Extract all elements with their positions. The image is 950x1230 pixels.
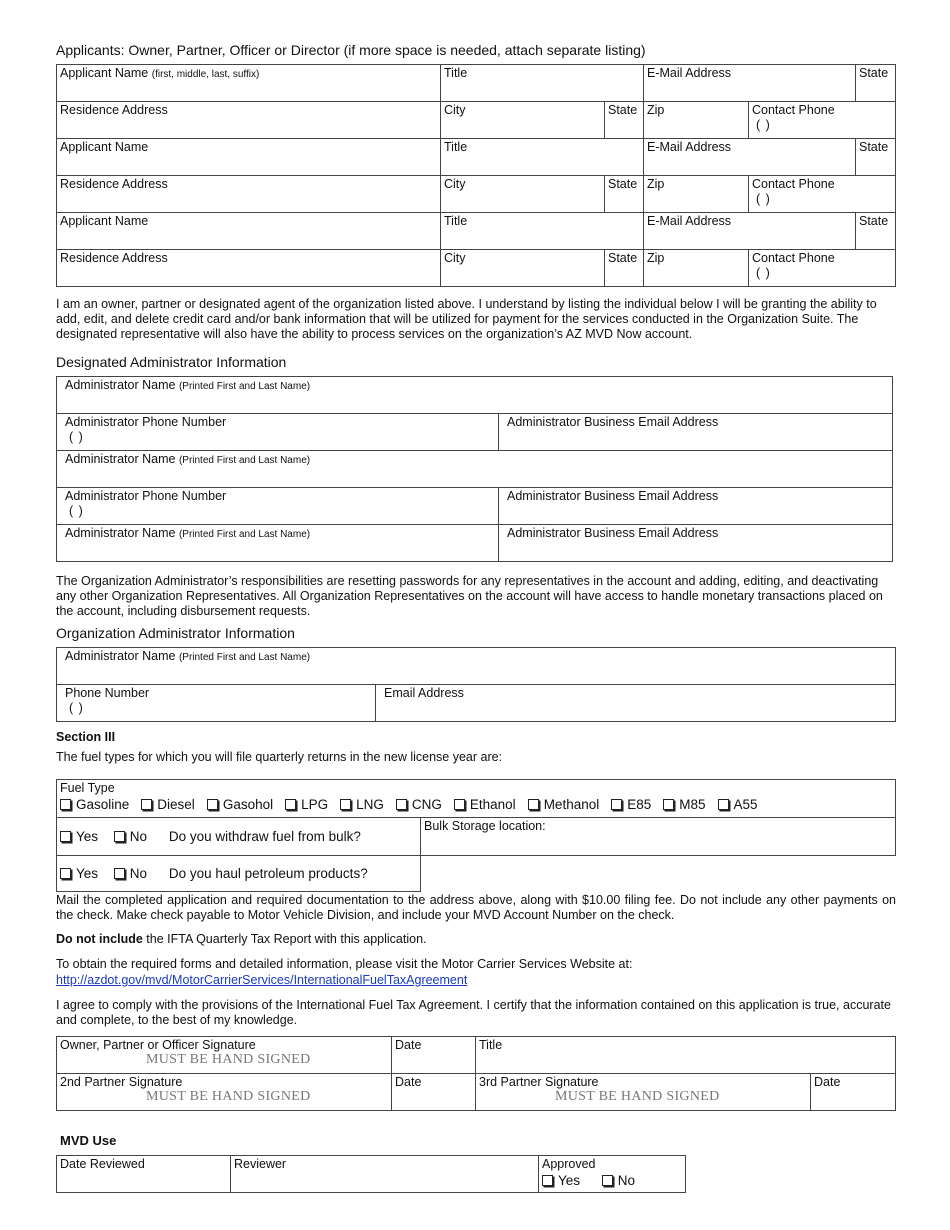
signature-date-field[interactable]: Date xyxy=(392,1037,476,1074)
org-admin-heading: Organization Administrator Information xyxy=(56,625,295,641)
approved-field: Approved Yes No xyxy=(539,1156,686,1193)
residence-state-field[interactable]: State xyxy=(605,250,644,287)
hand-signed-note: MUST BE HAND SIGNED xyxy=(555,1089,720,1104)
checkbox-icon xyxy=(454,799,465,810)
applicant-email-field[interactable]: E-Mail Address xyxy=(644,213,856,250)
owner-signature-field[interactable]: Owner, Partner or Officer Signature MUST BE HAND SIGNED xyxy=(57,1037,392,1074)
fuel-type-label: Fuel Type xyxy=(60,781,115,795)
contact-phone-field[interactable]: Contact Phone ( ) xyxy=(749,176,896,213)
fuel-checkbox-diesel[interactable]: Diesel xyxy=(141,797,195,812)
bulk-no-checkbox[interactable]: No xyxy=(114,829,147,844)
mvd-use-table xyxy=(56,1155,686,1193)
bulk-yes-checkbox[interactable]: Yes xyxy=(60,829,98,844)
designated-admin-heading: Designated Administrator Information xyxy=(56,354,287,370)
fuel-checkbox-lng[interactable]: LNG xyxy=(340,797,384,812)
fuel-type-field xyxy=(57,780,896,818)
checkbox-icon xyxy=(340,799,351,810)
fuel-checkbox-lpg[interactable]: LPG xyxy=(285,797,328,812)
applicant-state-field[interactable]: State xyxy=(856,65,896,102)
residence-state-field[interactable]: State xyxy=(605,176,644,213)
agent-statement: I am an owner, partner or designated agent of the organization listed above. I understand by listing the individual below I will be granting the ability to add, edit, and delete credit card and/or bank information that will be utilized for payment for the services conducted in the Organization Suite. The designated representative will also have the ability to process services on the organization’s AZ MVD Now account. xyxy=(56,297,877,341)
applicant-title-field[interactable]: Title xyxy=(441,65,644,102)
reviewer-field[interactable]: Reviewer xyxy=(231,1156,539,1193)
applicant-title-field[interactable]: Title xyxy=(441,213,644,250)
org-admin-phone-field[interactable]: Phone Number ( ) xyxy=(57,685,376,722)
city-field[interactable]: City xyxy=(441,176,605,213)
applicant-name-field[interactable]: Applicant Name (first, middle, last, suffix) xyxy=(57,65,441,102)
zip-field[interactable]: Zip xyxy=(644,176,749,213)
agreement-statement: I agree to comply with the provisions of the International Fuel Tax Agreement. I certify that the information contained on this application is true, accurate and complete, to the best of my knowledge. xyxy=(56,998,891,1027)
admin-email-field[interactable]: Administrator Business Email Address xyxy=(499,488,893,525)
applicant-email-field[interactable]: E-Mail Address xyxy=(644,65,856,102)
applicant-state-field[interactable]: State xyxy=(856,213,896,250)
section-3-title: Section III xyxy=(56,730,116,744)
forms-info: To obtain the required forms and detailed information, please visit the Motor Carrier Services Website at: xyxy=(56,957,633,971)
applicant-name-field[interactable]: Applicant Name xyxy=(57,139,441,176)
forms-link[interactable]: http://azdot.gov/mvd/MotorCarrierServices/InternationalFuelTaxAgreement xyxy=(56,973,468,987)
checkbox-icon xyxy=(663,799,674,810)
checkbox-icon xyxy=(542,1175,553,1186)
residence-address-field[interactable]: Residence Address xyxy=(57,102,441,139)
checkbox-icon xyxy=(60,868,71,879)
fuel-checkbox-ethanol[interactable]: Ethanol xyxy=(454,797,516,812)
empty-cell xyxy=(421,856,896,892)
org-admin-email-field[interactable]: Email Address xyxy=(376,685,896,722)
bulk-question: Do you withdraw fuel from bulk? xyxy=(168,829,361,844)
contact-phone-field[interactable]: Contact Phone ( ) xyxy=(749,102,896,139)
zip-field[interactable]: Zip xyxy=(644,250,749,287)
mail-instructions: Mail the completed application and required documentation to the address above, along with $10.00 filing fee. Do not include any other payments on the check. Make check payable to Motor Vehicle Division, and include your MVD Account Number on the check. xyxy=(56,893,896,922)
zip-field[interactable]: Zip xyxy=(644,102,749,139)
checkbox-icon xyxy=(602,1175,613,1186)
applicant-state-field[interactable]: State xyxy=(856,139,896,176)
checkbox-icon xyxy=(114,868,125,879)
fuel-table xyxy=(56,779,896,892)
fuel-checkbox-m85[interactable]: M85 xyxy=(663,797,705,812)
signature-title-field[interactable]: Title xyxy=(476,1037,896,1074)
admin-email-field[interactable]: Administrator Business Email Address xyxy=(499,525,893,562)
checkbox-icon xyxy=(141,799,152,810)
fuel-type-options xyxy=(60,797,892,812)
city-field[interactable]: City xyxy=(441,250,605,287)
hand-signed-note: MUST BE HAND SIGNED xyxy=(146,1052,311,1067)
mvd-use-heading: MVD Use xyxy=(60,1133,117,1148)
applicant-email-field[interactable]: E-Mail Address xyxy=(644,139,856,176)
applicants-table xyxy=(56,64,896,287)
fuel-checkbox-methanol[interactable]: Methanol xyxy=(528,797,600,812)
partner3-signature-field[interactable]: 3rd Partner Signature MUST BE HAND SIGNED xyxy=(476,1074,811,1111)
fuel-checkbox-cng[interactable]: CNG xyxy=(396,797,442,812)
checkbox-icon xyxy=(528,799,539,810)
checkbox-icon xyxy=(114,831,125,842)
checkbox-icon xyxy=(60,831,71,842)
fuel-checkbox-gasoline[interactable]: Gasoline xyxy=(60,797,129,812)
haul-yes-checkbox[interactable]: Yes xyxy=(60,866,98,881)
checkbox-icon xyxy=(207,799,218,810)
haul-question: Do you haul petroleum products? xyxy=(168,866,368,881)
applicants-heading: Applicants: Owner, Partner, Officer or Director (if more space is needed, attach separate listing) xyxy=(56,42,646,58)
admin-name-field[interactable]: Administrator Name (Printed First and Last Name) xyxy=(57,525,499,562)
hand-signed-note: MUST BE HAND SIGNED xyxy=(146,1089,311,1104)
residence-address-field[interactable]: Residence Address xyxy=(57,250,441,287)
checkbox-icon xyxy=(718,799,729,810)
residence-address-field[interactable]: Residence Address xyxy=(57,176,441,213)
approved-yes-checkbox[interactable]: Yes xyxy=(542,1173,580,1188)
checkbox-icon xyxy=(611,799,622,810)
applicant-title-field[interactable]: Title xyxy=(441,139,644,176)
haul-no-checkbox[interactable]: No xyxy=(114,866,147,881)
signature-date-field[interactable]: Date xyxy=(392,1074,476,1111)
residence-state-field[interactable]: State xyxy=(605,102,644,139)
fuel-checkbox-gasohol[interactable]: Gasohol xyxy=(207,797,273,812)
partner2-signature-field[interactable]: 2nd Partner Signature MUST BE HAND SIGNED xyxy=(57,1074,392,1111)
designated-admin-table xyxy=(56,376,893,562)
admin-phone-field[interactable]: Administrator Phone Number ( ) xyxy=(57,414,499,451)
fuel-checkbox-a55[interactable]: A55 xyxy=(718,797,758,812)
org-admin-table xyxy=(56,647,896,722)
do-not-include-note: Do not include the IFTA Quarterly Tax Report with this application. xyxy=(56,932,427,946)
date-reviewed-field[interactable]: Date Reviewed xyxy=(57,1156,231,1193)
contact-phone-field[interactable]: Contact Phone ( ) xyxy=(749,250,896,287)
applicant-name-field[interactable]: Applicant Name xyxy=(57,213,441,250)
org-admin-statement: The Organization Administrator’s responsibilities are resetting passwords for any representatives in the account and adding, editing, and deactivating any other Organization Representatives. All Organization Representatives on the account will have access to handle monetary transactions placed on the account, including disbursement requests. xyxy=(56,574,883,618)
section-3-intro: The fuel types for which you will file quarterly returns in the new license year are: xyxy=(56,750,503,764)
fuel-checkbox-e85[interactable]: E85 xyxy=(611,797,651,812)
org-admin-name-field[interactable]: Administrator Name (Printed First and Last Name) xyxy=(57,648,896,685)
admin-phone-field[interactable]: Administrator Phone Number ( ) xyxy=(57,488,499,525)
bulk-question-row xyxy=(57,818,421,856)
bulk-storage-location-field[interactable]: Bulk Storage location: xyxy=(421,818,896,856)
approved-no-checkbox[interactable]: No xyxy=(602,1173,635,1188)
admin-name-field[interactable]: Administrator Name (Printed First and Last Name) xyxy=(57,451,893,488)
admin-name-field[interactable]: Administrator Name (Printed First and Last Name) xyxy=(57,377,893,414)
checkbox-icon xyxy=(285,799,296,810)
checkbox-icon xyxy=(396,799,407,810)
admin-email-field[interactable]: Administrator Business Email Address xyxy=(499,414,893,451)
signature-date-field[interactable]: Date xyxy=(811,1074,896,1111)
haul-question-row xyxy=(57,856,421,892)
signature-table xyxy=(56,1036,896,1111)
city-field[interactable]: City xyxy=(441,102,605,139)
checkbox-icon xyxy=(60,799,71,810)
